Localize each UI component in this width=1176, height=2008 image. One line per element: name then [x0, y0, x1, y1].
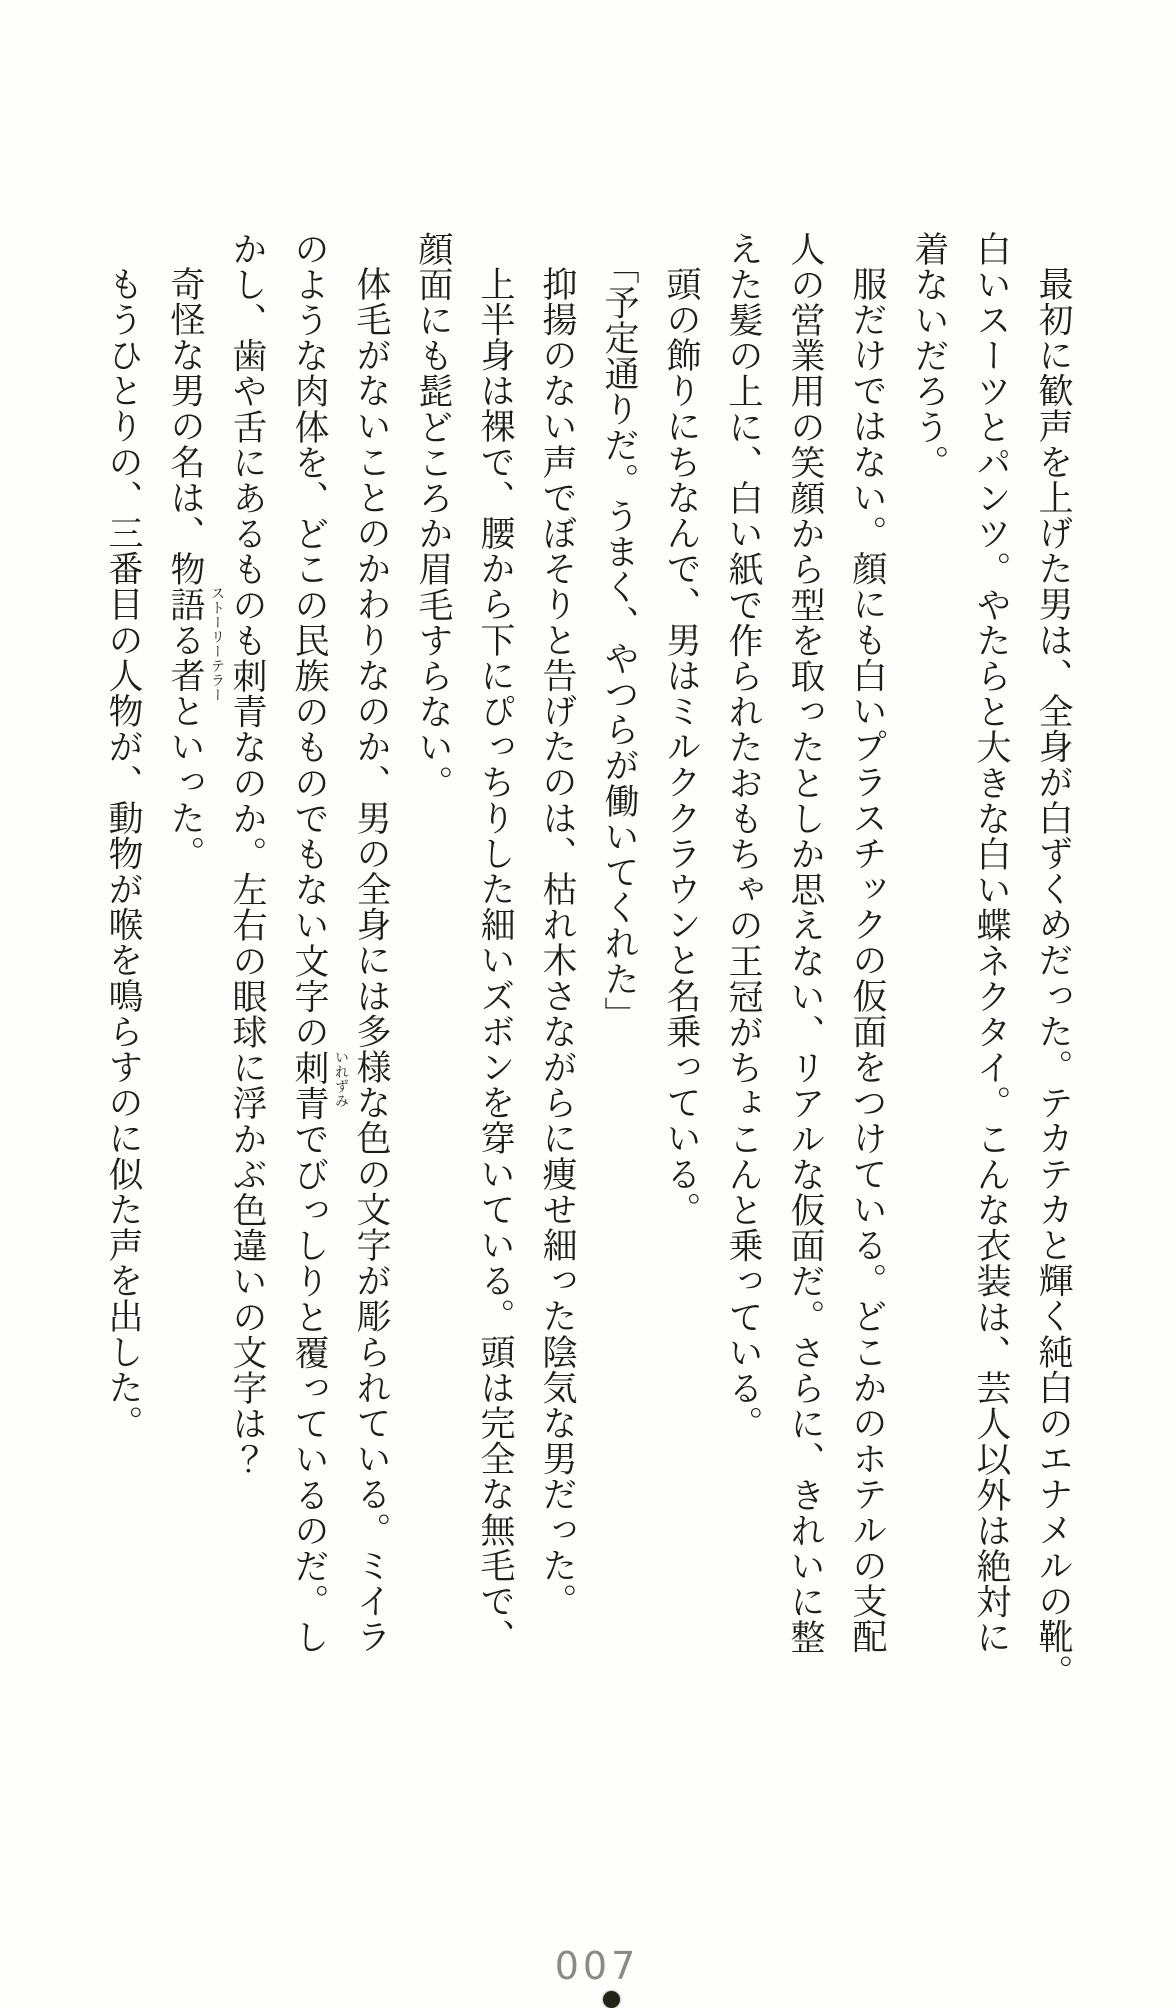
furigana-label: いれずみ: [333, 1049, 348, 1108]
text-column-14: かし、歯や舌にあるものも刺青なのか。左右の眼球に浮かぶ色違いの文字は？: [228, 231, 267, 1477]
text-column-2: 白いスーツとパンツ。やたらと大きな白い蝶ネクタイ。こんな衣装は、芸人以外は絶対に: [972, 231, 1011, 1655]
text-column-5: 人の営業用の笑顔から型を取ったとしか思えない、リアルな仮面だ。さらに、きれいに整: [786, 231, 825, 1655]
ruby-annotated-word: 物語る者 ストーリーテラー: [166, 550, 224, 702]
furigana-label: ストーリーテラー: [209, 585, 224, 702]
page-number: 007: [554, 1944, 640, 1988]
text-column-16: もうひとりの、三番目の人物が、動物が喉を鳴らすのに似た声を出した。: [104, 266, 143, 1441]
text-column-6: えた髪の上に、白い紙で作られたおもちゃの王冠がちょこんと乗っている。: [724, 231, 763, 1442]
text-block: [106, 231, 1071, 1731]
text-column-4: 服だけではない。顔にも白いプラスチックの仮面をつけている。どこかのホテルの支配: [848, 266, 887, 1655]
text-column-8: 「予定通りだ。うまく、やつらが働いてくれた」: [600, 248, 639, 1032]
text-column-9: 抑揚のない声でぼそりと告げたのは、枯れ木さながらに痩せ細った陰気な男だった。: [538, 266, 577, 1619]
text-column-3: 着ないだろう。: [910, 231, 949, 481]
ruby-annotated-word: 刺青 いれずみ: [290, 1049, 348, 1122]
text-column-7: 頭の飾りにちなんで、男はミルククラウンと名乗っている。: [662, 266, 701, 1228]
text-column-13: のような肉体を、どこの民族のものでもない文字の刺青 いれずみ でびっしりと覆っているのだ。し: [290, 231, 348, 1656]
text-column-12: 体毛がないことのかわりなのか、男の全身には多様な色の文字が彫られている。ミイラ: [352, 266, 391, 1655]
text-column-15: 奇怪な男の名は、物語る者 ストーリーテラー といった。: [166, 266, 224, 872]
text-column-10: 上半身は裸で、腰から下にぴっちりした細いズボンを穿いている。頭は完全な無毛で、: [476, 266, 515, 1655]
ink-dot: [603, 1991, 620, 2008]
text-column-1: 最初に歓声を上げた男は、全身が白ずくめだった。テカテカと輝く純白のエナメルの靴。: [1034, 266, 1073, 1690]
text-column-11: 顔面にも髭どころか眉毛すらない。: [414, 231, 453, 801]
